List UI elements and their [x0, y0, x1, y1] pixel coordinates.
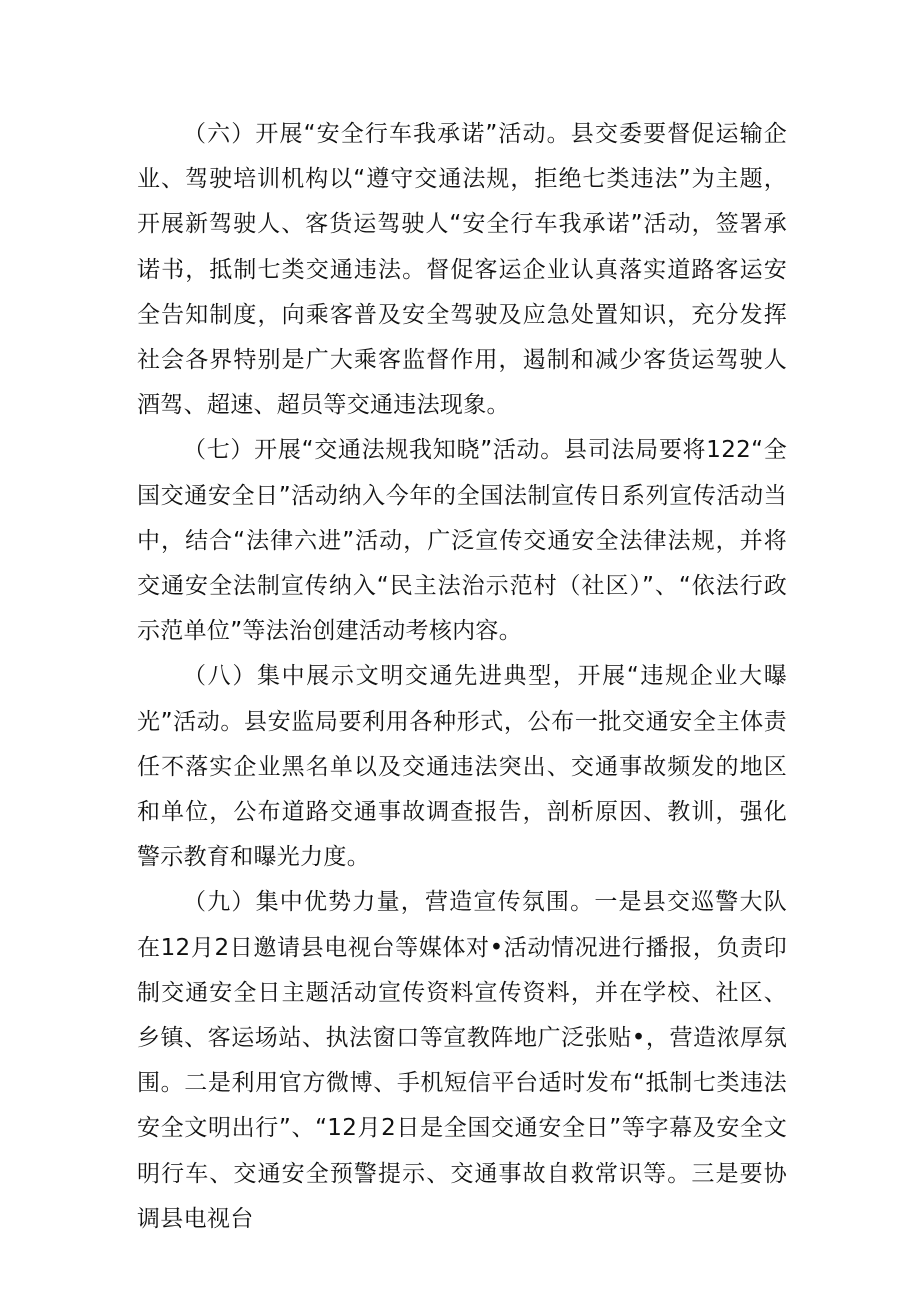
document-body: [137, 112, 787, 1242]
paragraph-8: （八）集中展示文明交通先进典型，开展“违规企业大曝光”活动。县安监局要利用各种形式，公布一批交通安全主体责任不落实企业黑名单以及交通违法突出、交通事故频发的地区和单位，公布道路交通事故调查报告，剖析原因、教训，强化警示教育和曝光力度。: [137, 663, 787, 871]
paragraph-6: （六）开展“安全行车我承诺”活动。县交委要督促运输企业、驾驶培训机构以“遵守交通法规，拒绝七类违法”为主题，开展新驾驶人、客货运驾驶人“安全行车我承诺”活动，签署承诺书，抵制七类交通违法。督促客运企业认真落实道路客运安全告知制度，向乘客普及安全驾驶及应急处置知识，充分发挥社会各界特别是广大乘客监督作用，遏制和减少客货运驾驶人酒驾、超速、超员等交通违法现象。: [137, 121, 787, 419]
paragraph-9: （九）集中优势力量，营造宣传氛围。一是县交巡警大队在12月2日邀请县电视台等媒体对•活动情况进行播报，负责印制交通安全日主题活动宣传资料宣传资料，并在学校、社区、乡镇、客运场站、执法窗口等宣教阵地广泛张贴•，营造浓厚氛围。二是利用官方微博、手机短信平台适时发布“抵制七类违法安全文明出行”、“12月2日是全国交通安全日”等字幕及安全文明行车、交通安全预警提示、交通事故自救常识等。三是要协调县电视台: [137, 889, 787, 1232]
paragraph-7: （七）开展“交通法规我知晓”活动。县司法局要将122“全国交通安全日”活动纳入今年的全国法制宣传日系列宣传活动当中，结合“法律六进”活动，广泛宣传交通安全法律法规，并将交通安全法制宣传纳入“民主法治示范村（社区）”、“依法行政示范单位”等法治创建活动考核内容。: [137, 437, 787, 645]
